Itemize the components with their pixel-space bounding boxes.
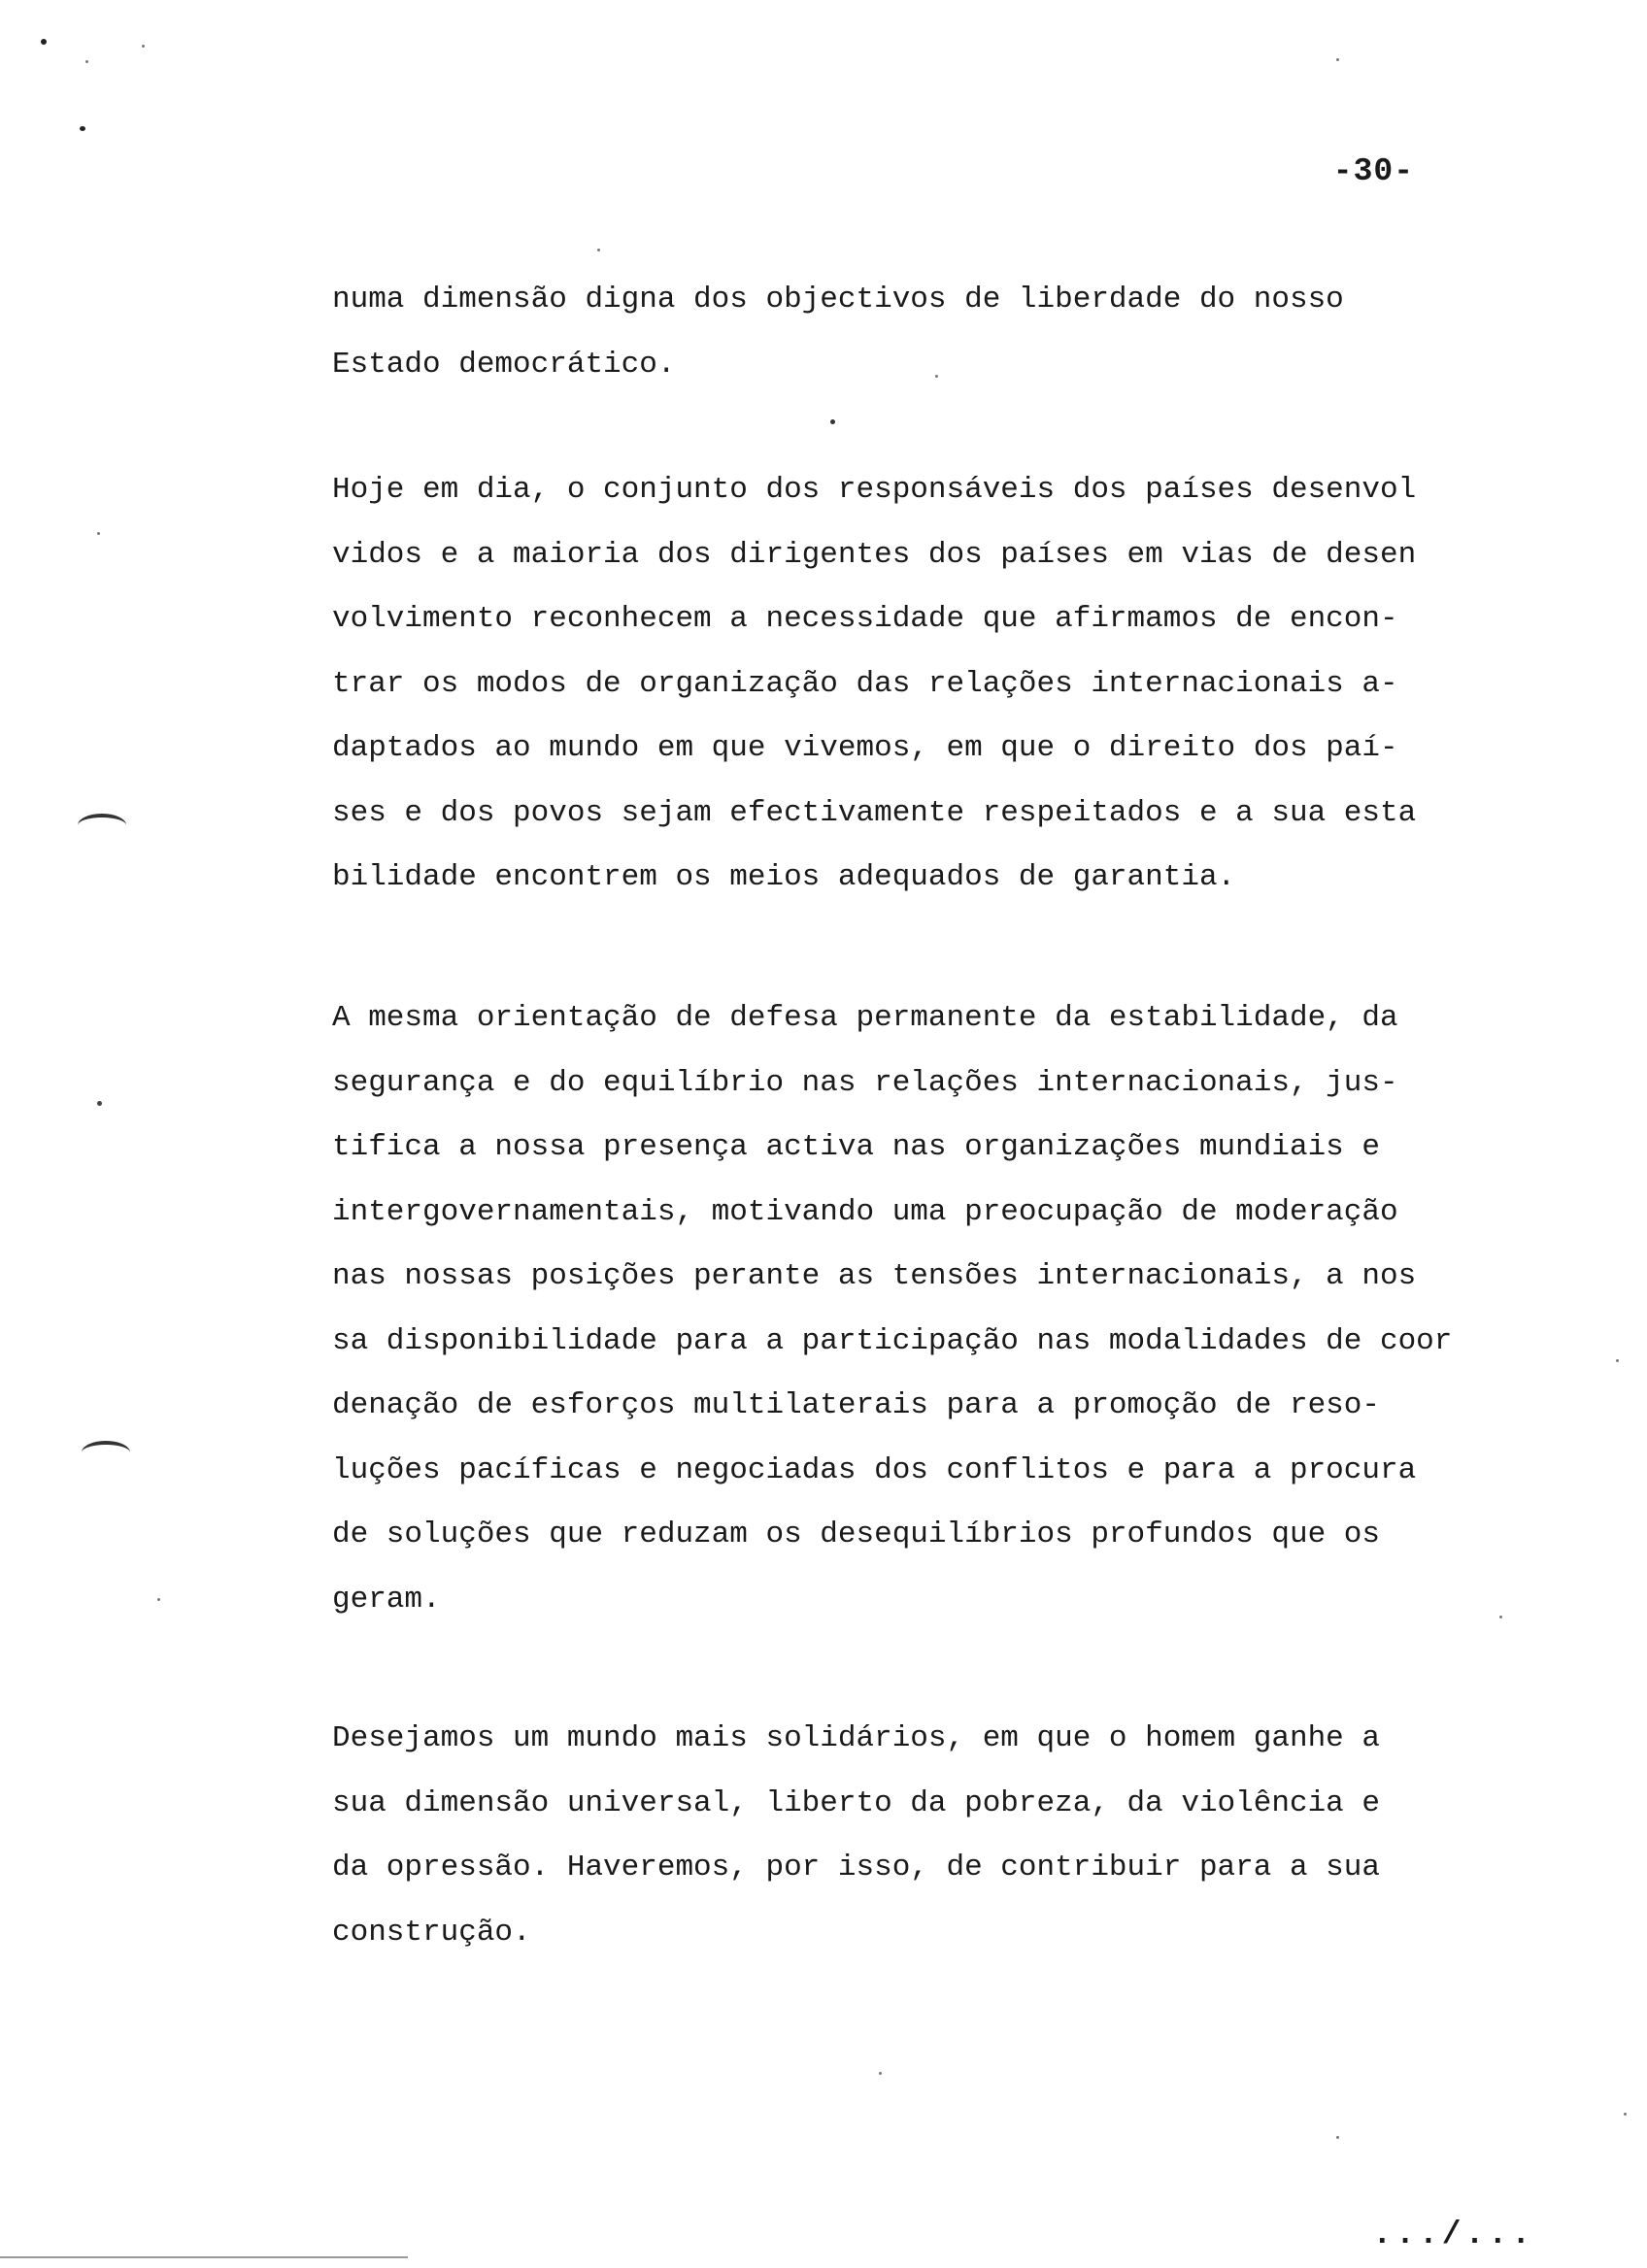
text-line: Desejamos um mundo mais solidários, em que o homem ganhe a [332, 1721, 1380, 1755]
paragraph [332, 268, 1497, 397]
paragraph [332, 986, 1497, 1632]
text-line: tifica a nossa presença activa nas organizações mundiais e [332, 1130, 1380, 1164]
text-line: de soluções que reduzam os desequilíbrios profundos que os [332, 1518, 1380, 1551]
text-line: construção. [332, 1915, 531, 1950]
continuation-mark: .../... [1372, 2217, 1534, 2252]
text-line: intergovernamentais, motivando uma preocupação de moderação [332, 1194, 1398, 1229]
text-line: segurança e do equilíbrio nas relações internacionais, jus- [332, 1065, 1398, 1100]
text-line: sa disponibilidade para a participação nas modalidades de coor [332, 1323, 1453, 1358]
text-line: A mesma orientação de defesa permanente da estabilidade, da [332, 1001, 1398, 1035]
text-line: volvimento reconhecem a necessidade que afirmamos de encon- [332, 602, 1398, 636]
text-line: nas nossas posições perante as tensões internacionais, a nos [332, 1259, 1417, 1293]
page-number: -30- [1332, 153, 1414, 189]
text-line: bilidade encontrem os meios adequados de garantia. [332, 860, 1236, 894]
text-line: ses e dos povos sejam efectivamente respeitados e a sua esta [332, 795, 1417, 830]
text-line: daptados ao mundo em que vivemos, em que o direito dos paí- [332, 731, 1398, 765]
text-line: da opressão. Haveremos, por isso, de contribuir para a sua [332, 1851, 1380, 1884]
text-line: sua dimensão universal, liberto da pobreza, da violência e [332, 1785, 1380, 1820]
text-line: numa dimensão digna dos objectivos de liberdade do nosso [332, 283, 1344, 317]
text-line: denação de esforços multilaterais para a promoção de reso- [332, 1388, 1380, 1422]
bottom-edge-line [0, 2256, 408, 2258]
paragraph [332, 458, 1497, 911]
text-line: Hoje em dia, o conjunto dos responsáveis dos países desenvol [332, 473, 1417, 507]
text-line: Estado democrático. [332, 347, 676, 382]
margin-mark [82, 1441, 130, 1464]
text-line: geram. [332, 1582, 441, 1617]
margin-mark [78, 814, 126, 837]
text-line: trar os modos de organização das relações internacionais a- [332, 666, 1398, 701]
paragraph [332, 1707, 1497, 1965]
text-line: vidos e a maioria dos dirigentes dos países em vias de desen [332, 537, 1417, 572]
text-line: luções pacíficas e negociadas dos conflitos e para a procura [332, 1452, 1417, 1487]
